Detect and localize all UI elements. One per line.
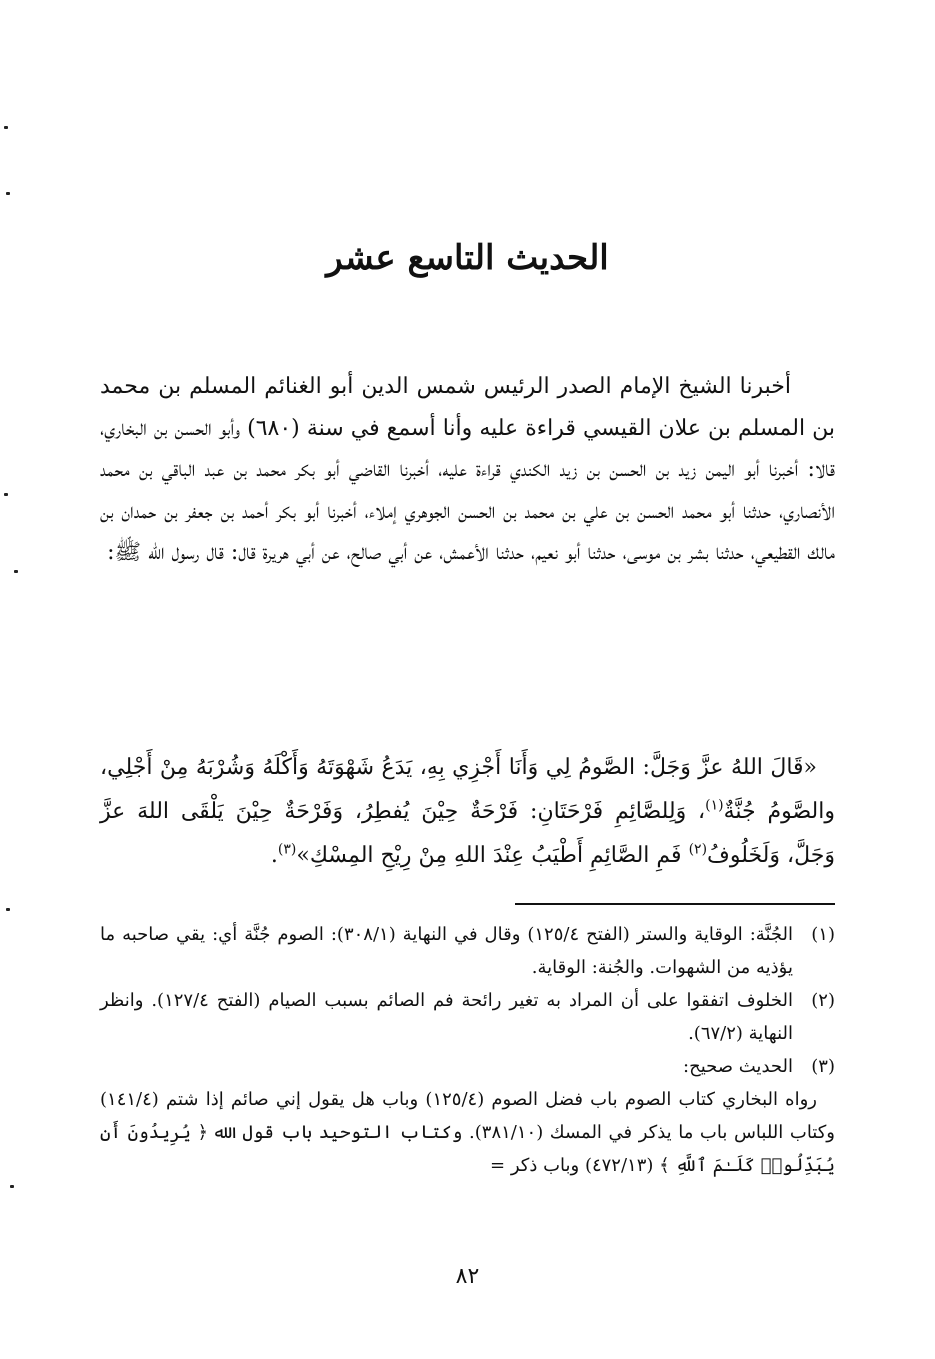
footnote-ref-1: (١) (705, 797, 724, 814)
matn-part-1: «قَالَ اللهُ عزَّ وَجَلَّ: الصَّومُ لِي وَأَنَا أَجْزِي بِهِ، يَدَعُ شَهْوَتَهُ وَأَكْلَهُ وَشُرْبَهُ مِنْ أَجْلِي، والصَّومُ جُنَّةٌ (100, 755, 835, 824)
footnote-text: الخلوف اتفقوا على أن المراد به تغير رائحة فم الصائم بسبب الصيام (الفتح ١٢٧/٤). وانظر النهاية (٦٧/٢). (100, 990, 793, 1044)
scan-artifact-dot (10, 1185, 14, 1188)
footnotes-section (100, 918, 835, 1182)
page-number: ٨٢ (455, 1264, 480, 1289)
scan-artifact-dot (4, 126, 8, 129)
hadith-text (100, 746, 835, 878)
footnote-number: (٢) (811, 990, 835, 1011)
matn-end: . (270, 843, 278, 868)
footnote-1 (100, 918, 835, 984)
matn-part-2: ، وَلِلصَّائِمِ فَرْحَتَانِ: فَرْحَةٌ حِيْنَ يُفطِرُ، وَفَرْحَةٌ حِيْنَ يَلْقَى اللهَ عزَّ وَجَلَّ، وَلَخَلُوفُ (100, 799, 835, 868)
footnote-3-continuation: رواه البخاري كتاب الصوم باب فضل الصوم (١٢٥/٤) وباب هل يقول إني صائم إذا شتم (١٤١/٤) وكتاب اللباس باب ما يذكر في المسك (٣٨١/١٠). وكتاب التوحيد باب قول الله ﴿ يُرِيدُونَ أَن يُبَدِّلُوا۟ كَلَـٰمَ ٱللَّهِ ﴾ (٤٧٢/١٣) وباب ذكر = (100, 1089, 835, 1176)
footnote-number: (١) (811, 924, 835, 945)
isnad-text: أخبرنا الشيخ الإمام الصدر الرئيس شمس الدين أبو الغنائم المسلم بن محمد بن المسلم بن علان القيسي قراءة عليه وأنا أسمع في سنة (٦٨٠) وأبو الحسن بن البخاري، قالا: أخبرنا أبو اليمن زيد بن الحسن بن زيد الكندي قراءة عليه، أخبرنا القاضي أبو بكر محمد بن عبد الباقي بن محمد الأنصاري، حدثنا أبو محمد الحسن بن علي بن محمد بن الحسن الجوهري إملاء، أخبرنا أبو بكر أحمد بن جعفر بن حمدان بن مالك القطيعي، حدثنا بشر بن موسى، حدثنا أبو نعيم، حدثنا الأعمش، عن أبي صالح، عن أبي هريرة قال: قال رسول الله ﷺ: (100, 374, 835, 565)
matn-part-3: فَمِ الصَّائِمِ أَطْيَبُ عِنْدَ اللهِ مِنْ رِيْحِ المِسْكِ» (296, 843, 689, 868)
footnote-divider (515, 903, 835, 905)
footnote-number: (٣) (811, 1056, 835, 1077)
chapter-title: الحديث التاسع عشر (326, 238, 609, 278)
isnad-paragraph (100, 366, 835, 574)
footnote-ref-2: (٢) (688, 841, 708, 858)
footnote-ref-3: (٣) (277, 841, 297, 858)
matn-paragraph (100, 746, 835, 878)
footnote-text: الجُنَّة: الوقاية والستر (الفتح ١٢٥/٤) وقال في النهاية (٣٠٨/١): الصوم جُنَّة أي: يقي صاحبه ما يؤذيه من الشهوات. والجُنة: الوقاية. (100, 924, 793, 978)
footnote-text: الحديث صحيح: (683, 1056, 793, 1077)
scan-artifact-dot (4, 493, 8, 496)
scan-artifact-dot (6, 192, 10, 195)
scan-artifact-dot (14, 570, 18, 573)
footnote-3 (100, 1050, 835, 1083)
footnote-2 (100, 984, 835, 1050)
scan-artifact-dot (6, 908, 10, 911)
